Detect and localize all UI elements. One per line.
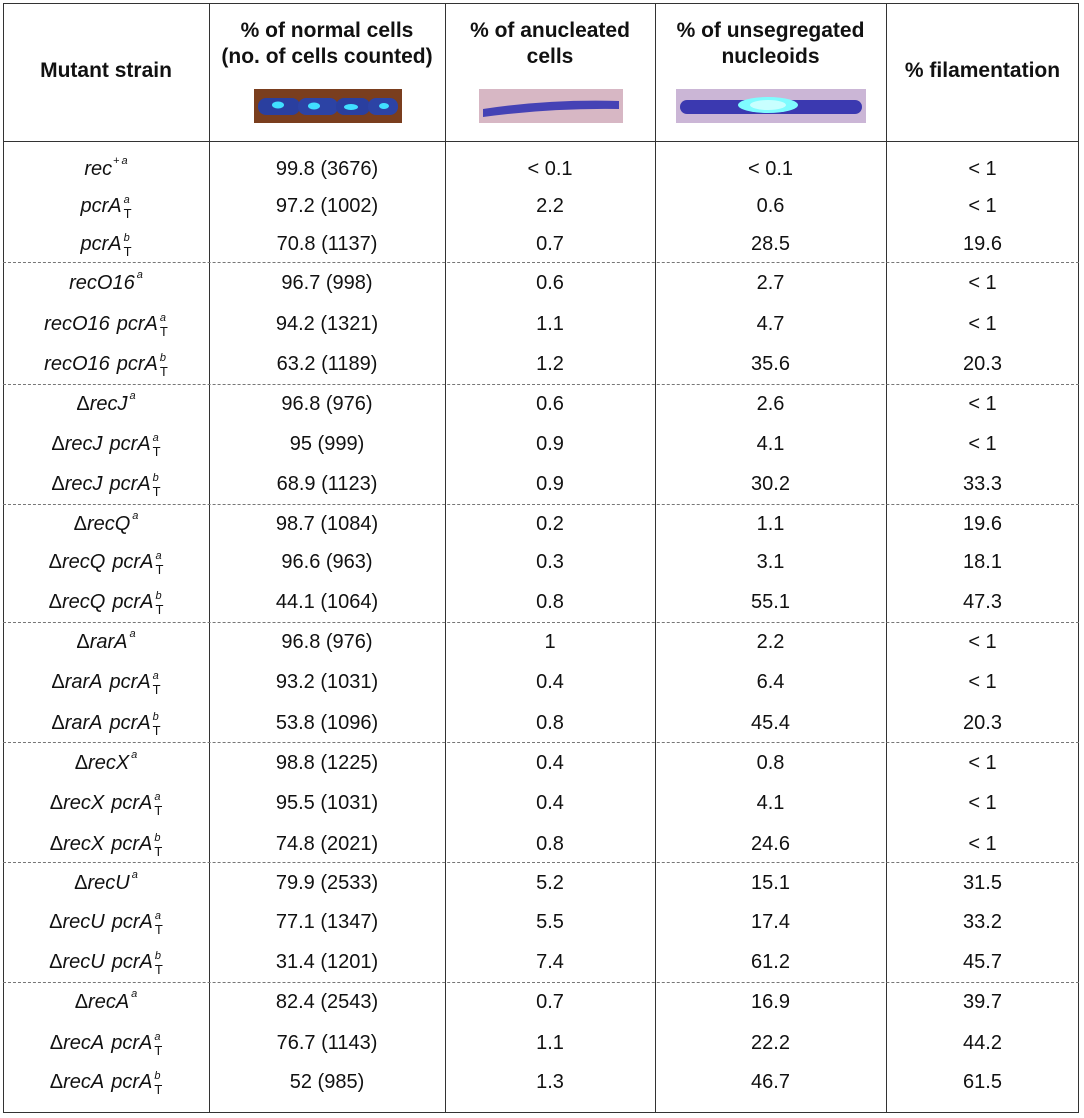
table-row	[3, 305, 1079, 344]
cell-anucleated: 2.2	[536, 195, 564, 217]
strain-name: recJ	[64, 473, 103, 495]
cell-anucleated: 0.7	[536, 991, 564, 1013]
cell-strain	[3, 784, 209, 823]
strain-name: recU	[87, 872, 130, 894]
strain-name: recQ	[61, 591, 106, 613]
cell-anucleated: 0.8	[536, 712, 564, 734]
cell-unsegregated: 22.2	[751, 1032, 790, 1054]
cell-strain	[3, 345, 209, 384]
cell-normal: 63.2 (1189)	[276, 353, 378, 375]
cell-strain	[3, 505, 209, 544]
delta-symbol: Δ	[49, 833, 64, 855]
strain-name: recX	[63, 833, 105, 855]
cell-strain	[3, 825, 209, 864]
strain-name: recA	[88, 991, 130, 1013]
strain-name: pcrA	[80, 233, 122, 255]
table-row	[3, 465, 1079, 504]
strain-pcra: pcrA	[109, 433, 151, 455]
strain-pcra: pcrA	[111, 1032, 153, 1054]
cell-normal: 82.4 (2543)	[275, 991, 379, 1013]
cell-anucleated: 1.1	[536, 313, 564, 335]
cell-normal: 93.2 (1031)	[275, 671, 379, 693]
cell-normal: 96.6 (963)	[281, 551, 373, 573]
strain-pcra: pcrA	[111, 951, 153, 973]
cell-filamentation: 18.1	[963, 551, 1002, 573]
cell-strain	[3, 903, 209, 942]
strain-sup-sub: a T	[123, 193, 132, 221]
cell-filamentation: < 1	[968, 195, 997, 217]
header-divider	[3, 141, 1079, 142]
cell-normal: 44.1 (1064)	[275, 591, 379, 613]
strain-pcra: pcrA	[111, 792, 153, 814]
cell-normal: 97.2 (1002)	[275, 195, 379, 217]
strain-sup-sub: a T	[152, 431, 161, 459]
strain-name: rec	[84, 158, 113, 180]
cell-filamentation: < 1	[968, 313, 997, 335]
cell-normal: 52 (985)	[289, 1071, 365, 1093]
cell-unsegregated: 15.1	[751, 872, 790, 894]
cell-filamentation: 61.5	[963, 1071, 1002, 1093]
delta-symbol: Δ	[51, 712, 65, 734]
strain-superscript-plus: +	[113, 154, 120, 167]
cell-filamentation: 20.3	[963, 353, 1002, 375]
cell-unsegregated: 2.6	[756, 393, 785, 415]
group-separator	[3, 982, 1079, 983]
delta-symbol: Δ	[51, 433, 65, 455]
cell-strain	[3, 385, 209, 424]
delta-symbol: Δ	[76, 393, 90, 415]
strain-pcra: pcrA	[116, 313, 158, 335]
cell-anucleated: 1	[544, 631, 556, 653]
strain-footnote-mark: a	[129, 627, 136, 640]
cell-filamentation: < 1	[968, 393, 997, 415]
group-separator	[3, 384, 1079, 385]
table-row	[3, 345, 1079, 384]
table-row	[3, 505, 1079, 544]
strain-name: pcrA	[80, 195, 122, 217]
cell-normal: 98.7 (1084)	[275, 513, 379, 535]
group-separator	[3, 262, 1079, 263]
cell-anucleated: 7.4	[536, 951, 564, 973]
table-row	[3, 663, 1079, 702]
strain-name: rarA	[64, 671, 103, 693]
strain-sup-sub: a T	[155, 549, 164, 577]
cell-filamentation: 47.3	[963, 591, 1002, 613]
cell-filamentation: 20.3	[963, 712, 1002, 734]
cell-strain	[3, 1063, 209, 1102]
cell-filamentation: 39.7	[963, 991, 1002, 1013]
header-anucleated-cells: % of anucleated cells	[470, 19, 630, 68]
cell-filamentation: 19.6	[963, 233, 1002, 255]
strain-name: recJ	[89, 393, 128, 415]
strain-name: recA	[63, 1071, 105, 1093]
cell-strain	[3, 1024, 209, 1063]
delta-symbol: Δ	[76, 631, 90, 653]
group-separator	[3, 742, 1079, 743]
delta-symbol: Δ	[73, 513, 87, 535]
cell-strain	[3, 264, 209, 303]
strain-pcra: pcrA	[109, 712, 151, 734]
table-row	[3, 1024, 1079, 1063]
table-row	[3, 825, 1079, 864]
cell-normal: 96.8 (976)	[281, 631, 373, 653]
strain-footnote-mark: a	[131, 748, 138, 761]
strain-footnote-mark: a	[131, 868, 138, 881]
cell-normal: 79.9 (2533)	[275, 872, 379, 894]
strain-sup-sub: b T	[154, 831, 163, 859]
cell-filamentation: 19.6	[963, 513, 1002, 535]
cell-normal: 31.4 (1201)	[275, 951, 379, 973]
cell-filamentation: 44.2	[963, 1032, 1002, 1054]
delta-symbol: Δ	[51, 473, 65, 495]
cell-unsegregated: 2.2	[756, 631, 785, 653]
table-row	[3, 385, 1079, 424]
strain-name: recO16	[44, 313, 110, 335]
cell-filamentation: < 1	[968, 792, 997, 814]
table-row	[3, 704, 1079, 743]
cell-anucleated: < 0.1	[527, 158, 573, 180]
strain-sup-sub: a T	[154, 909, 163, 937]
strain-pcra: pcrA	[109, 473, 151, 495]
strain-footnote-mark: a	[132, 509, 139, 522]
delta-symbol: Δ	[49, 1071, 64, 1093]
cell-unsegregated: 0.6	[756, 195, 785, 217]
header-filamentation: % filamentation	[904, 59, 1061, 82]
cell-unsegregated: 45.4	[751, 712, 790, 734]
cell-filamentation: < 1	[968, 272, 997, 294]
strain-sup-sub: b T	[154, 1069, 163, 1097]
cell-normal: 96.7 (998)	[281, 272, 373, 294]
cell-filamentation: < 1	[968, 752, 997, 774]
cell-normal: 70.8 (1137)	[276, 233, 378, 255]
cell-unsegregated: 4.7	[756, 313, 785, 335]
table-row	[3, 425, 1079, 464]
cell-strain	[3, 663, 209, 702]
cell-anucleated: 0.4	[536, 792, 564, 814]
cell-strain	[3, 543, 209, 582]
strain-footnote-mark: a	[136, 268, 143, 281]
delta-symbol: Δ	[74, 752, 89, 774]
cell-normal: 94.2 (1321)	[275, 313, 379, 335]
cell-filamentation: 45.7	[963, 951, 1002, 973]
cell-normal: 68.9 (1123)	[276, 473, 378, 495]
strain-name: recU	[62, 951, 105, 973]
strain-footnote-mark: a	[121, 154, 128, 167]
table-row	[3, 187, 1079, 226]
table-row	[3, 543, 1079, 582]
delta-symbol: Δ	[48, 551, 62, 573]
group-separator	[3, 622, 1079, 623]
cell-strain	[3, 704, 209, 743]
strain-sup-sub: b T	[159, 351, 168, 379]
strain-sup-sub: b T	[152, 710, 161, 738]
cell-unsegregated: 1.1	[756, 513, 785, 535]
strain-pcra: pcrA	[112, 551, 154, 573]
group-separator	[3, 862, 1079, 863]
cell-anucleated: 0.7	[536, 233, 564, 255]
cell-anucleated: 0.6	[536, 393, 564, 415]
cell-strain	[3, 187, 209, 226]
table-row	[3, 864, 1079, 903]
cell-anucleated: 0.8	[536, 591, 564, 613]
cell-strain	[3, 623, 209, 662]
cell-normal: 77.1 (1347)	[275, 911, 379, 933]
table-row	[3, 623, 1079, 662]
cell-strain	[3, 864, 209, 903]
group-separator	[3, 504, 1079, 505]
cell-filamentation: < 1	[968, 158, 997, 180]
normal-cells-micrograph-icon	[254, 89, 402, 123]
cell-unsegregated: 2.7	[756, 272, 785, 294]
strain-pcra: pcrA	[111, 911, 153, 933]
strain-footnote-mark: a	[129, 389, 136, 402]
cell-filamentation: < 1	[968, 433, 997, 455]
cell-anucleated: 0.2	[536, 513, 564, 535]
strain-name: recU	[62, 911, 105, 933]
cell-normal: 95.5 (1031)	[275, 792, 379, 814]
header-normal-cells: % of normal cells (no. of cells counted)	[221, 19, 433, 68]
cell-anucleated: 0.4	[536, 671, 564, 693]
table-row	[3, 983, 1079, 1022]
cell-unsegregated: 6.4	[756, 671, 785, 693]
table-row	[3, 744, 1079, 783]
cell-unsegregated: 35.6	[751, 353, 790, 375]
cell-strain	[3, 225, 209, 264]
cell-filamentation: < 1	[968, 631, 997, 653]
strain-sup-sub: a T	[159, 311, 168, 339]
strain-pcra: pcrA	[111, 1071, 153, 1093]
cell-anucleated: 0.4	[536, 752, 564, 774]
strain-name: recQ	[61, 551, 106, 573]
table-row	[3, 150, 1079, 189]
cell-anucleated: 0.6	[536, 272, 564, 294]
strain-sup-sub: a T	[154, 1030, 163, 1058]
cell-unsegregated: 61.2	[751, 951, 790, 973]
strain-pcra: pcrA	[111, 833, 153, 855]
cell-unsegregated: 3.1	[756, 551, 785, 573]
cell-filamentation: 33.3	[963, 473, 1002, 495]
table-row	[3, 943, 1079, 982]
strain-pcra: pcrA	[116, 353, 158, 375]
cell-normal: 99.8 (3676)	[275, 158, 379, 180]
cell-normal: 98.8 (1225)	[275, 752, 379, 774]
cell-strain	[3, 150, 209, 189]
cell-unsegregated: 55.1	[751, 591, 790, 613]
cell-unsegregated: < 0.1	[747, 158, 794, 180]
cell-strain	[3, 744, 209, 783]
table-row	[3, 1063, 1079, 1102]
anucleated-cell-micrograph-icon	[479, 89, 623, 123]
cell-unsegregated: 24.6	[751, 833, 790, 855]
cell-normal: 95 (999)	[289, 433, 365, 455]
table-row	[3, 784, 1079, 823]
cell-unsegregated: 17.4	[751, 911, 790, 933]
strain-name: rarA	[89, 631, 128, 653]
cell-strain	[3, 305, 209, 344]
delta-symbol: Δ	[49, 951, 63, 973]
strain-footnote-mark: a	[131, 987, 138, 1000]
cell-normal: 96.8 (976)	[281, 393, 373, 415]
strain-sup-sub: b T	[152, 471, 161, 499]
cell-anucleated: 5.2	[536, 872, 564, 894]
cell-unsegregated: 30.2	[751, 473, 790, 495]
delta-symbol: Δ	[49, 1032, 64, 1054]
delta-symbol: Δ	[49, 792, 64, 814]
cell-anucleated: 5.5	[536, 911, 564, 933]
strain-pcra: pcrA	[112, 591, 154, 613]
table-row	[3, 583, 1079, 622]
cell-strain	[3, 943, 209, 982]
cell-unsegregated: 4.1	[756, 433, 785, 455]
header-mutant-strain: Mutant strain	[40, 59, 172, 82]
strain-sup-sub: a T	[154, 790, 163, 818]
cell-unsegregated: 4.1	[756, 792, 785, 814]
header-unsegregated-nucleoids: % of unsegregated nucleoids	[676, 19, 865, 68]
strain-name: recO16	[69, 272, 135, 294]
delta-symbol: Δ	[48, 591, 62, 613]
cell-anucleated: 1.1	[536, 1032, 564, 1054]
cell-unsegregated: 46.7	[751, 1071, 790, 1093]
cell-filamentation: 31.5	[963, 872, 1002, 894]
cell-anucleated: 0.3	[536, 551, 564, 573]
strain-name: recX	[63, 792, 105, 814]
delta-symbol: Δ	[51, 671, 65, 693]
delta-symbol: Δ	[49, 911, 63, 933]
cell-anucleated: 0.9	[536, 433, 564, 455]
table-row	[3, 225, 1079, 264]
strain-sup-sub: b T	[155, 589, 164, 617]
cell-strain	[3, 465, 209, 504]
strain-name: recQ	[86, 513, 131, 535]
cell-strain	[3, 583, 209, 622]
cell-filamentation: < 1	[968, 833, 997, 855]
cell-anucleated: 0.8	[536, 833, 564, 855]
delta-symbol: Δ	[74, 991, 89, 1013]
cell-unsegregated: 0.8	[756, 752, 785, 774]
cell-normal: 53.8 (1096)	[275, 712, 379, 734]
cell-unsegregated: 16.9	[751, 991, 790, 1013]
cell-filamentation: 33.2	[963, 911, 1002, 933]
table-row	[3, 264, 1079, 303]
strain-name: rarA	[64, 712, 103, 734]
cell-strain	[3, 425, 209, 464]
cell-strain	[3, 983, 209, 1022]
cell-filamentation: < 1	[968, 671, 997, 693]
cell-anucleated: 1.3	[536, 1071, 564, 1093]
delta-symbol: Δ	[74, 872, 88, 894]
unsegregated-nucleoid-micrograph-icon	[676, 89, 866, 123]
strain-pcra: pcrA	[109, 671, 151, 693]
strain-sup-sub: b T	[154, 949, 163, 977]
strain-name: recO16	[44, 353, 110, 375]
table-row	[3, 903, 1079, 942]
cell-normal: 76.7 (1143)	[276, 1032, 378, 1054]
cell-normal: 74.8 (2021)	[275, 833, 379, 855]
strain-sup-sub: a T	[152, 669, 161, 697]
strain-name: recA	[63, 1032, 105, 1054]
strain-name: recJ	[64, 433, 103, 455]
cell-anucleated: 1.2	[536, 353, 564, 375]
strain-name: recX	[88, 752, 130, 774]
cell-unsegregated: 28.5	[751, 233, 790, 255]
strain-sup-sub: b T	[123, 231, 132, 259]
cell-anucleated: 0.9	[536, 473, 564, 495]
